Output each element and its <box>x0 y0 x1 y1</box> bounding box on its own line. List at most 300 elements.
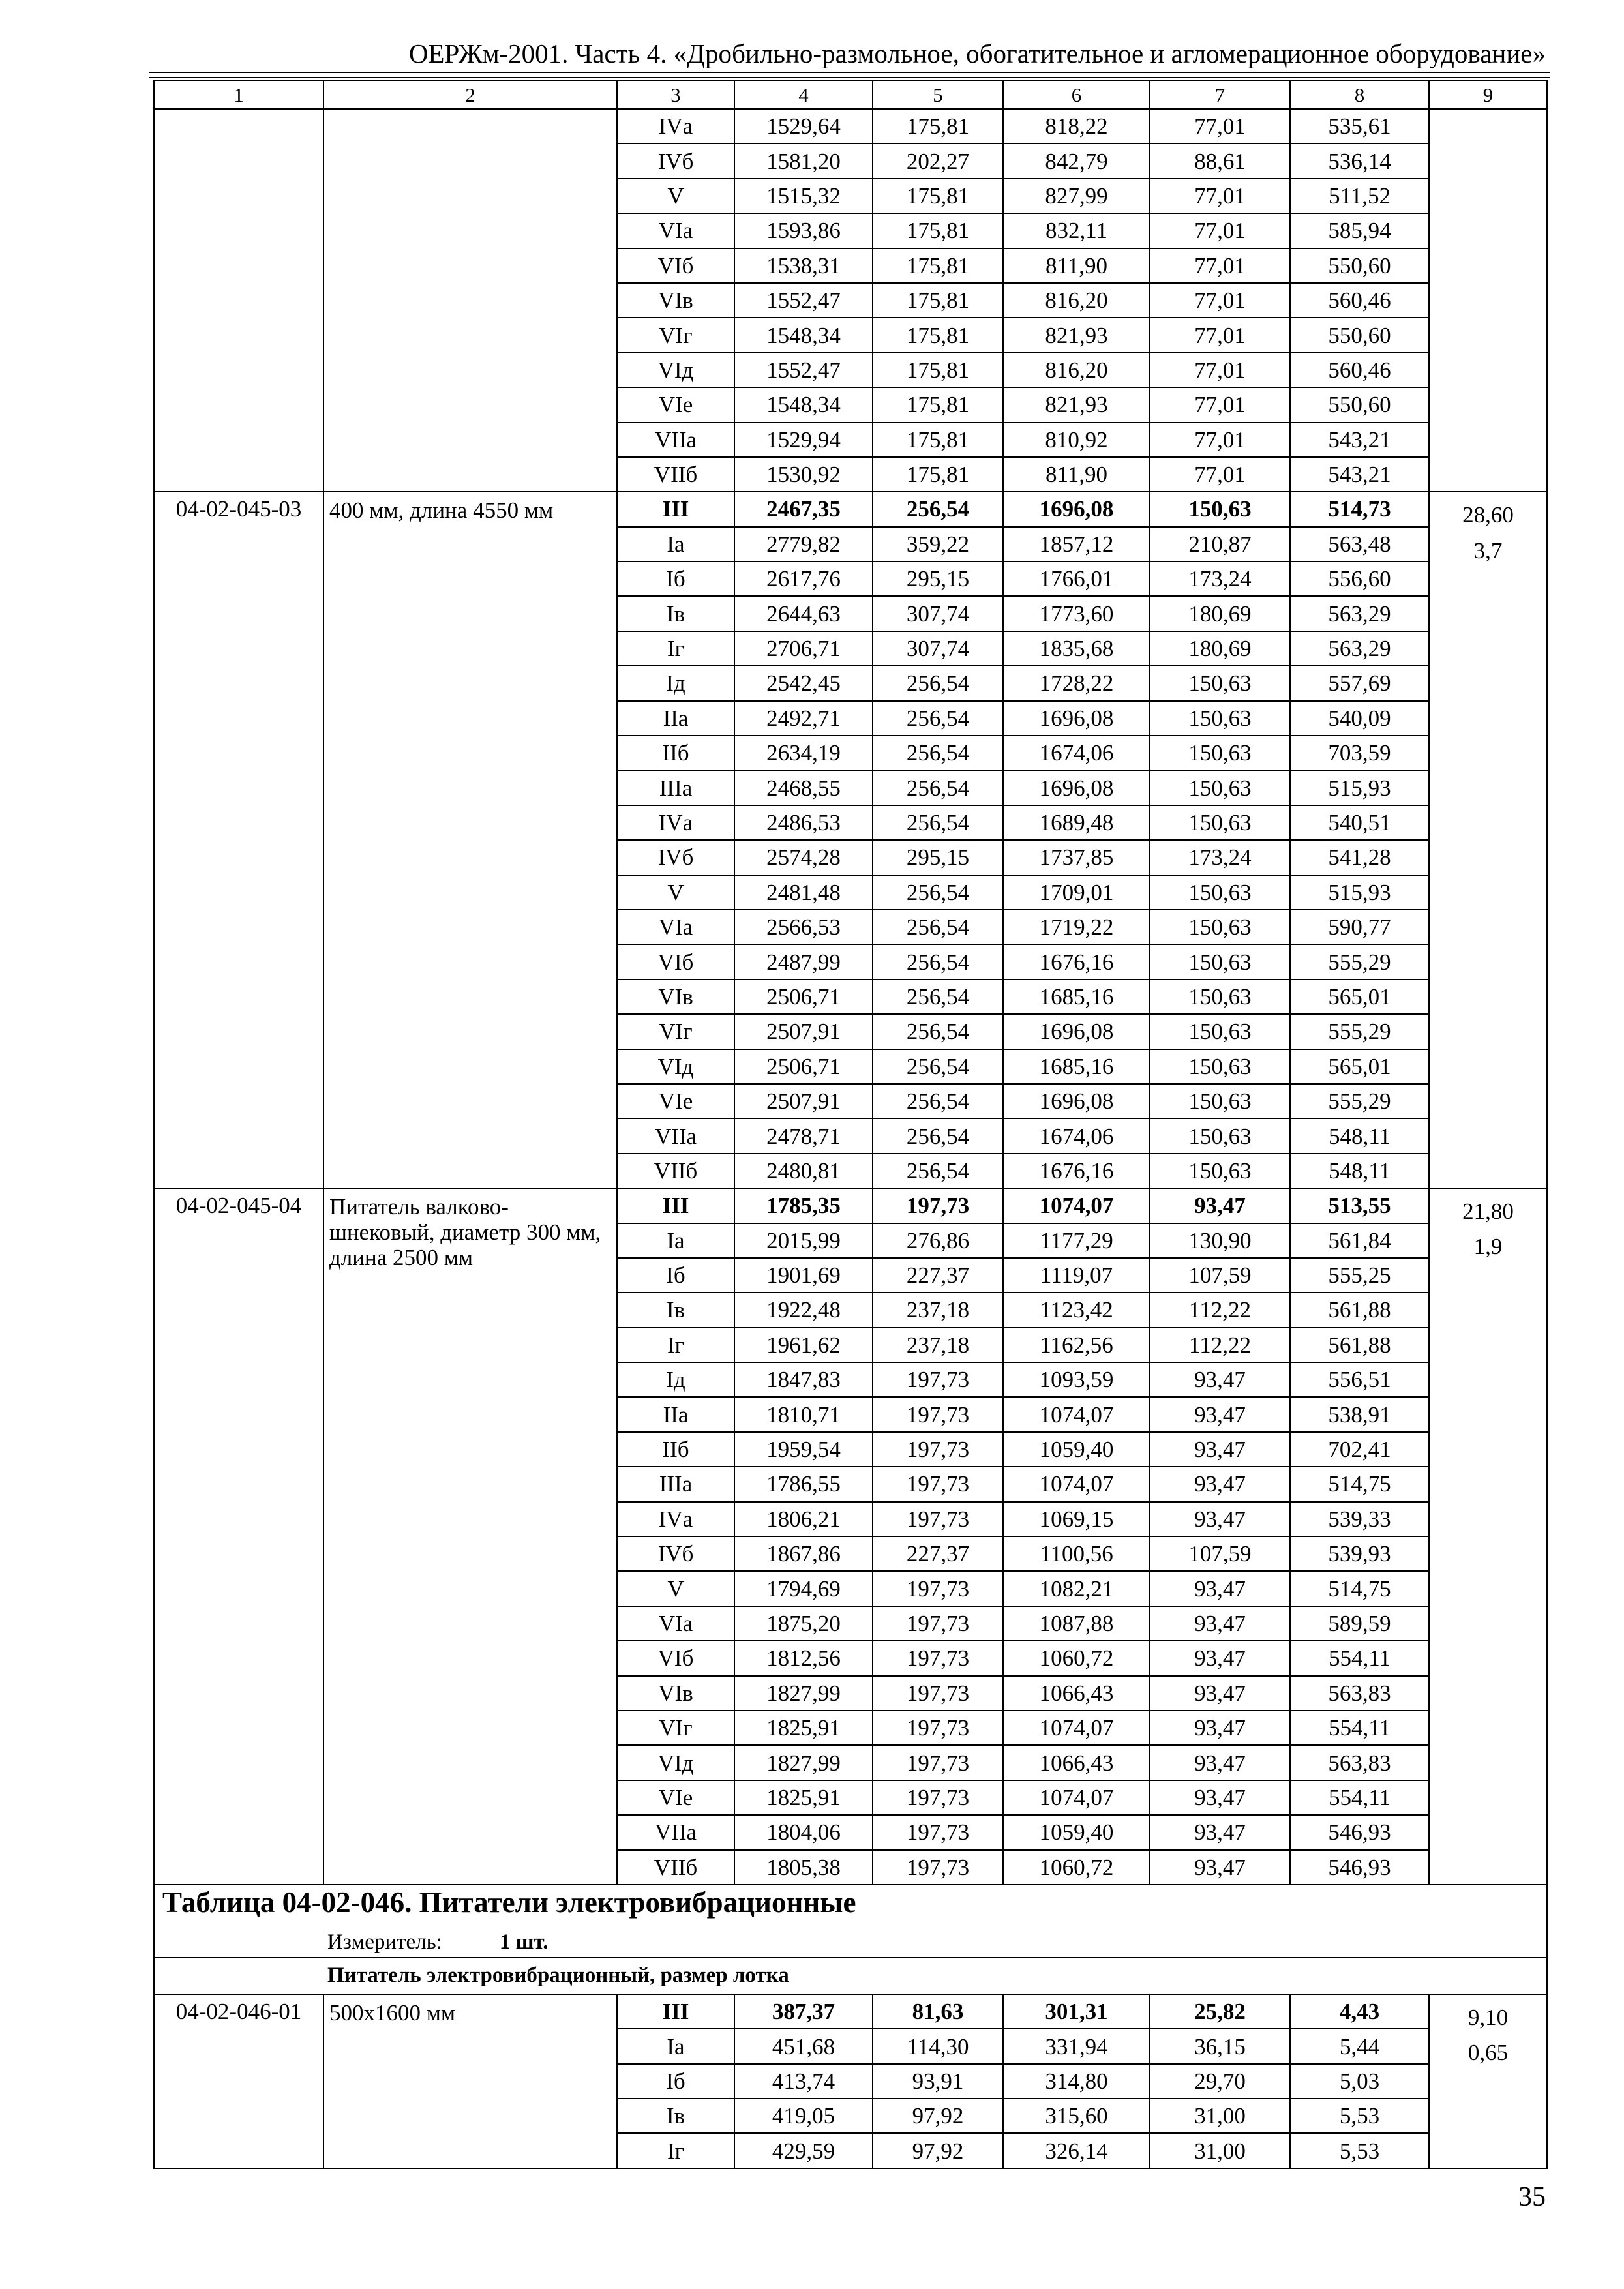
labor-cost <box>1429 109 1547 492</box>
price-value: 77,01 <box>1150 353 1290 387</box>
price-value: 1825,91 <box>734 1780 873 1815</box>
price-value: 202,27 <box>873 143 1003 178</box>
price-value: 2566,53 <box>734 910 873 944</box>
price-value: 197,73 <box>873 1745 1003 1780</box>
price-value: 197,73 <box>873 1467 1003 1501</box>
price-value: 77,01 <box>1150 387 1290 422</box>
table-row <box>154 492 1547 526</box>
zone-code: Iд <box>617 666 734 700</box>
price-value: 1961,62 <box>734 1328 873 1362</box>
price-value: 1069,15 <box>1003 1502 1150 1536</box>
price-value: 1059,40 <box>1003 1432 1150 1467</box>
price-value: 93,47 <box>1150 1188 1290 1223</box>
price-value: 175,81 <box>873 457 1003 492</box>
price-value: 1074,07 <box>1003 1780 1150 1815</box>
price-value: 150,63 <box>1150 805 1290 840</box>
zone-code: VIб <box>617 944 734 979</box>
zone-code: VIе <box>617 1084 734 1118</box>
price-value: 556,51 <box>1290 1362 1429 1397</box>
zone-code: VIд <box>617 353 734 387</box>
price-value: 256,54 <box>873 910 1003 944</box>
price-value: 276,86 <box>873 1223 1003 1258</box>
price-value: 1805,38 <box>734 1850 873 1885</box>
price-value: 256,54 <box>873 805 1003 840</box>
price-value: 180,69 <box>1150 631 1290 666</box>
price-value: 1548,34 <box>734 318 873 352</box>
price-value: 197,73 <box>873 1780 1003 1815</box>
price-value: 539,93 <box>1290 1536 1429 1571</box>
machinist-value: 1,9 <box>1473 1234 1503 1260</box>
price-value: 93,47 <box>1150 1502 1290 1536</box>
labor-cost <box>1429 1188 1547 1885</box>
item-code: 04-02-045-04 <box>154 1188 323 1885</box>
price-value: 210,87 <box>1150 527 1290 561</box>
price-value: 93,47 <box>1150 1397 1290 1431</box>
price-value: 173,24 <box>1150 840 1290 875</box>
price-value: 2634,19 <box>734 736 873 770</box>
price-value: 561,88 <box>1290 1293 1429 1327</box>
price-value: 150,63 <box>1150 910 1290 944</box>
price-value: 150,63 <box>1150 701 1290 736</box>
price-value: 301,31 <box>1003 1994 1150 2029</box>
price-value: 1548,34 <box>734 387 873 422</box>
item-name: 500x1600 мм <box>323 1994 617 2168</box>
price-value: 150,63 <box>1150 492 1290 526</box>
zone-code: Iб <box>617 2064 734 2099</box>
price-value: 1674,06 <box>1003 736 1150 770</box>
price-value: 514,75 <box>1290 1467 1429 1501</box>
price-value: 97,92 <box>873 2099 1003 2133</box>
table-row <box>154 109 1547 143</box>
price-value: 703,59 <box>1290 736 1429 770</box>
price-value: 77,01 <box>1150 179 1290 213</box>
price-value: 1696,08 <box>1003 1014 1150 1049</box>
price-value: 1685,16 <box>1003 1049 1150 1084</box>
price-value: 419,05 <box>734 2099 873 2133</box>
price-value: 197,73 <box>873 1432 1003 1467</box>
price-value: 1875,20 <box>734 1606 873 1641</box>
zone-code: IVа <box>617 805 734 840</box>
price-value: 563,83 <box>1290 1676 1429 1711</box>
price-value: 314,80 <box>1003 2064 1150 2099</box>
price-value: 197,73 <box>873 1362 1003 1397</box>
header-rule <box>149 77 1550 78</box>
zone-code: VIе <box>617 1780 734 1815</box>
price-value: 237,18 <box>873 1293 1003 1327</box>
zone-code: IVб <box>617 143 734 178</box>
price-value: 1804,06 <box>734 1815 873 1849</box>
price-value: 538,91 <box>1290 1397 1429 1431</box>
price-value: 511,52 <box>1290 179 1429 213</box>
item-code: 04-02-045-03 <box>154 492 323 1188</box>
price-value: 2542,45 <box>734 666 873 700</box>
zone-code: Iг <box>617 631 734 666</box>
price-value: 1709,01 <box>1003 875 1150 910</box>
price-value: 821,93 <box>1003 318 1150 352</box>
price-value: 842,79 <box>1003 143 1150 178</box>
price-value: 1100,56 <box>1003 1536 1150 1571</box>
zone-code: VIа <box>617 1606 734 1641</box>
price-value: 77,01 <box>1150 109 1290 143</box>
price-value: 150,63 <box>1150 875 1290 910</box>
price-value: 93,47 <box>1150 1641 1290 1675</box>
price-value: 1060,72 <box>1003 1850 1150 1885</box>
zone-code: Iв <box>617 1293 734 1327</box>
price-value: 1847,83 <box>734 1362 873 1397</box>
price-value: 307,74 <box>873 596 1003 631</box>
group-title-row <box>154 1958 1547 1994</box>
price-value: 818,22 <box>1003 109 1150 143</box>
zone-code: III <box>617 492 734 526</box>
page-number: 35 <box>1518 2182 1546 2212</box>
zone-code: VIIб <box>617 1154 734 1188</box>
price-value: 1959,54 <box>734 1432 873 1467</box>
zone-code: VIIб <box>617 457 734 492</box>
labor-value: 9,10 <box>1467 2004 1509 2030</box>
price-value: 2617,76 <box>734 561 873 596</box>
machinist-value: 3,7 <box>1473 537 1503 563</box>
price-value: 590,77 <box>1290 910 1429 944</box>
price-value: 150,63 <box>1150 666 1290 700</box>
price-value: 429,59 <box>734 2133 873 2168</box>
price-value: 93,47 <box>1150 1850 1290 1885</box>
price-value: 107,59 <box>1150 1258 1290 1293</box>
zone-code: Iа <box>617 527 734 561</box>
price-value: 1552,47 <box>734 283 873 318</box>
price-value: 107,59 <box>1150 1536 1290 1571</box>
price-value: 554,11 <box>1290 1641 1429 1675</box>
price-value: 550,60 <box>1290 387 1429 422</box>
price-value: 1685,16 <box>1003 980 1150 1014</box>
price-value: 150,63 <box>1150 736 1290 770</box>
price-value: 1515,32 <box>734 179 873 213</box>
zone-code: V <box>617 1571 734 1606</box>
price-value: 1082,21 <box>1003 1571 1150 1606</box>
zone-code: VIг <box>617 1711 734 1745</box>
item-name: 400 мм, длина 4550 мм <box>323 492 617 1188</box>
price-value: 1074,07 <box>1003 1397 1150 1431</box>
price-value: 256,54 <box>873 701 1003 736</box>
price-value: 93,91 <box>873 2064 1003 2099</box>
price-value: 816,20 <box>1003 353 1150 387</box>
price-value: 1066,43 <box>1003 1745 1150 1780</box>
price-value: 1581,20 <box>734 143 873 178</box>
price-value: 561,88 <box>1290 1328 1429 1362</box>
price-value: 1867,86 <box>734 1536 873 1571</box>
price-value: 256,54 <box>873 1118 1003 1153</box>
price-value: 451,68 <box>734 2029 873 2063</box>
price-value: 175,81 <box>873 423 1003 457</box>
price-value: 2481,48 <box>734 875 873 910</box>
price-value: 1766,01 <box>1003 561 1150 596</box>
price-value: 1696,08 <box>1003 1084 1150 1118</box>
price-value: 150,63 <box>1150 1154 1290 1188</box>
meter-label: Измеритель: <box>327 1930 442 1954</box>
price-value: 540,09 <box>1290 701 1429 736</box>
price-value: 536,14 <box>1290 143 1429 178</box>
price-value: 563,48 <box>1290 527 1429 561</box>
zone-code: Iа <box>617 1223 734 1258</box>
price-value: 93,47 <box>1150 1432 1290 1467</box>
price-value: 560,46 <box>1290 283 1429 318</box>
price-value: 93,47 <box>1150 1606 1290 1641</box>
price-value: 150,63 <box>1150 1118 1290 1153</box>
price-value: 114,30 <box>873 2029 1003 2063</box>
price-value: 77,01 <box>1150 248 1290 283</box>
price-value: 112,22 <box>1150 1293 1290 1327</box>
price-value: 81,63 <box>873 1994 1003 2029</box>
price-value: 256,54 <box>873 1014 1003 1049</box>
price-value: 1857,12 <box>1003 527 1150 561</box>
price-value: 77,01 <box>1150 457 1290 492</box>
price-value: 550,60 <box>1290 248 1429 283</box>
price-value: 811,90 <box>1003 457 1150 492</box>
price-value: 175,81 <box>873 248 1003 283</box>
price-value: 1074,07 <box>1003 1711 1150 1745</box>
price-value: 2492,71 <box>734 701 873 736</box>
price-value: 702,41 <box>1290 1432 1429 1467</box>
price-value: 1835,68 <box>1003 631 1150 666</box>
price-value: 1593,86 <box>734 213 873 248</box>
price-value: 563,29 <box>1290 631 1429 666</box>
meter-row <box>154 1928 1547 1958</box>
zone-code: VIб <box>617 248 734 283</box>
price-value: 1901,69 <box>734 1258 873 1293</box>
item-name <box>323 109 617 492</box>
price-value: 5,44 <box>1290 2029 1429 2063</box>
price-value: 2480,81 <box>734 1154 873 1188</box>
price-value: 295,15 <box>873 840 1003 875</box>
price-value: 25,82 <box>1150 1994 1290 2029</box>
price-value: 2486,53 <box>734 805 873 840</box>
zone-code: VIа <box>617 213 734 248</box>
price-value: 548,11 <box>1290 1118 1429 1153</box>
price-value: 256,54 <box>873 875 1003 910</box>
price-value: 546,93 <box>1290 1815 1429 1849</box>
column-number: 5 <box>873 80 1003 109</box>
price-value: 1087,88 <box>1003 1606 1150 1641</box>
zone-code: VIIб <box>617 1850 734 1885</box>
price-value: 150,63 <box>1150 770 1290 805</box>
price-value: 237,18 <box>873 1328 1003 1362</box>
price-value: 1529,94 <box>734 423 873 457</box>
meter-unit: 1 шт. <box>499 1930 549 1954</box>
zone-code: Iа <box>617 2029 734 2063</box>
price-value: 563,83 <box>1290 1745 1429 1780</box>
price-value: 256,54 <box>873 492 1003 526</box>
zone-code: Iг <box>617 2133 734 2168</box>
price-value: 811,90 <box>1003 248 1150 283</box>
column-number: 1 <box>154 80 323 109</box>
price-value: 256,54 <box>873 666 1003 700</box>
price-value: 1806,21 <box>734 1502 873 1536</box>
price-value: 295,15 <box>873 561 1003 596</box>
item-name: Питатель валково-шнековый, диаметр 300 мм, длина 2500 мм <box>323 1188 617 1885</box>
price-value: 175,81 <box>873 109 1003 143</box>
price-value: 543,21 <box>1290 457 1429 492</box>
zone-code: V <box>617 179 734 213</box>
column-number-row <box>154 80 1547 109</box>
column-number: 7 <box>1150 80 1290 109</box>
header-rule <box>149 72 1550 73</box>
price-value: 4,43 <box>1290 1994 1429 2029</box>
price-value: 589,59 <box>1290 1606 1429 1641</box>
price-value: 256,54 <box>873 736 1003 770</box>
price-value: 150,63 <box>1150 1014 1290 1049</box>
price-value: 197,73 <box>873 1815 1003 1849</box>
zone-code: Iд <box>617 1362 734 1397</box>
price-value: 1922,48 <box>734 1293 873 1327</box>
price-value: 1812,56 <box>734 1641 873 1675</box>
price-value: 2506,71 <box>734 1049 873 1084</box>
price-value: 560,46 <box>1290 353 1429 387</box>
zone-code: V <box>617 875 734 910</box>
price-value: 77,01 <box>1150 318 1290 352</box>
table-title: Таблица 04-02-046. Питатели электровибрационные <box>154 1885 1547 1928</box>
zone-code: VIв <box>617 980 734 1014</box>
price-value: 556,60 <box>1290 561 1429 596</box>
price-value: 555,29 <box>1290 1084 1429 1118</box>
zone-code: IVа <box>617 1502 734 1536</box>
price-value: 256,54 <box>873 980 1003 1014</box>
zone-code: IIIа <box>617 1467 734 1501</box>
price-value: 97,92 <box>873 2133 1003 2168</box>
item-code: 04-02-046-01 <box>154 1994 323 2168</box>
price-value: 548,11 <box>1290 1154 1429 1188</box>
price-value: 31,00 <box>1150 2099 1290 2133</box>
price-value: 1162,56 <box>1003 1328 1150 1362</box>
price-value: 175,81 <box>873 318 1003 352</box>
price-value: 514,73 <box>1290 492 1429 526</box>
price-value: 413,74 <box>734 2064 873 2099</box>
price-value: 197,73 <box>873 1502 1003 1536</box>
price-value: 31,00 <box>1150 2133 1290 2168</box>
price-value: 832,11 <box>1003 213 1150 248</box>
zone-code: III <box>617 1994 734 2029</box>
price-value: 36,15 <box>1150 2029 1290 2063</box>
price-value: 2779,82 <box>734 527 873 561</box>
price-value: 514,75 <box>1290 1571 1429 1606</box>
price-value: 256,54 <box>873 944 1003 979</box>
price-value: 256,54 <box>873 1084 1003 1118</box>
price-value: 315,60 <box>1003 2099 1150 2133</box>
price-value: 1689,48 <box>1003 805 1150 840</box>
price-value: 810,92 <box>1003 423 1150 457</box>
zone-code: VIг <box>617 1014 734 1049</box>
zone-code: VIв <box>617 1676 734 1711</box>
price-value: 5,53 <box>1290 2099 1429 2133</box>
price-value: 150,63 <box>1150 1084 1290 1118</box>
price-value: 1538,31 <box>734 248 873 283</box>
zone-code: VIд <box>617 1745 734 1780</box>
price-value: 1696,08 <box>1003 770 1150 805</box>
price-value: 1060,72 <box>1003 1641 1150 1675</box>
price-value: 173,24 <box>1150 561 1290 596</box>
price-value: 1093,59 <box>1003 1362 1150 1397</box>
zone-code: VIIа <box>617 423 734 457</box>
price-value: 543,21 <box>1290 423 1429 457</box>
price-value: 1696,08 <box>1003 492 1150 526</box>
meter-cell <box>154 1928 1547 1958</box>
price-value: 565,01 <box>1290 980 1429 1014</box>
table-title-row <box>154 1885 1547 1928</box>
price-value: 2507,91 <box>734 1014 873 1049</box>
price-value: 150,63 <box>1150 944 1290 979</box>
price-value: 93,47 <box>1150 1676 1290 1711</box>
price-value: 515,93 <box>1290 770 1429 805</box>
price-value: 1074,07 <box>1003 1467 1150 1501</box>
price-value: 1059,40 <box>1003 1815 1150 1849</box>
price-value: 557,69 <box>1290 666 1429 700</box>
price-value: 2487,99 <box>734 944 873 979</box>
price-value: 93,47 <box>1150 1571 1290 1606</box>
price-value: 1737,85 <box>1003 840 1150 875</box>
price-value: 541,28 <box>1290 840 1429 875</box>
price-value: 175,81 <box>873 179 1003 213</box>
price-value: 93,47 <box>1150 1467 1290 1501</box>
price-value: 2468,55 <box>734 770 873 805</box>
price-value: 550,60 <box>1290 318 1429 352</box>
zone-code: Iв <box>617 2099 734 2133</box>
price-value: 555,29 <box>1290 944 1429 979</box>
zone-code: Iб <box>617 1258 734 1293</box>
zone-code: VIIа <box>617 1118 734 1153</box>
price-value: 29,70 <box>1150 2064 1290 2099</box>
zone-code: IVб <box>617 840 734 875</box>
labor-value: 21,80 <box>1462 1199 1514 1225</box>
price-value: 93,47 <box>1150 1815 1290 1849</box>
price-value: 93,47 <box>1150 1362 1290 1397</box>
price-value: 827,99 <box>1003 179 1150 213</box>
price-value: 256,54 <box>873 1154 1003 1188</box>
price-value: 555,29 <box>1290 1014 1429 1049</box>
price-value: 1786,55 <box>734 1467 873 1501</box>
item-code <box>154 109 323 492</box>
price-value: 256,54 <box>873 770 1003 805</box>
zone-code: IIа <box>617 701 734 736</box>
machinist-value: 0,65 <box>1467 2040 1509 2066</box>
price-value: 175,81 <box>873 283 1003 318</box>
column-number: 4 <box>734 80 873 109</box>
price-value: 77,01 <box>1150 283 1290 318</box>
price-value: 150,63 <box>1150 980 1290 1014</box>
price-value: 180,69 <box>1150 596 1290 631</box>
price-value: 93,47 <box>1150 1745 1290 1780</box>
labor-value: 28,60 <box>1462 502 1514 528</box>
price-value: 1719,22 <box>1003 910 1150 944</box>
price-value: 1529,64 <box>734 109 873 143</box>
price-value: 175,81 <box>873 213 1003 248</box>
price-value: 535,61 <box>1290 109 1429 143</box>
price-value: 821,93 <box>1003 387 1150 422</box>
price-value: 2574,28 <box>734 840 873 875</box>
price-value: 130,90 <box>1150 1223 1290 1258</box>
price-value: 1696,08 <box>1003 701 1150 736</box>
zone-code: VIIа <box>617 1815 734 1849</box>
price-value: 554,11 <box>1290 1780 1429 1815</box>
price-value: 539,33 <box>1290 1502 1429 1536</box>
price-value: 326,14 <box>1003 2133 1150 2168</box>
zone-code: Iв <box>617 596 734 631</box>
price-value: 2507,91 <box>734 1084 873 1118</box>
price-value: 112,22 <box>1150 1328 1290 1362</box>
price-value: 256,54 <box>873 1049 1003 1084</box>
table-row <box>154 1994 1547 2029</box>
price-value: 540,51 <box>1290 805 1429 840</box>
price-value: 2706,71 <box>734 631 873 666</box>
price-value: 546,93 <box>1290 1850 1429 1885</box>
column-number: 8 <box>1290 80 1429 109</box>
